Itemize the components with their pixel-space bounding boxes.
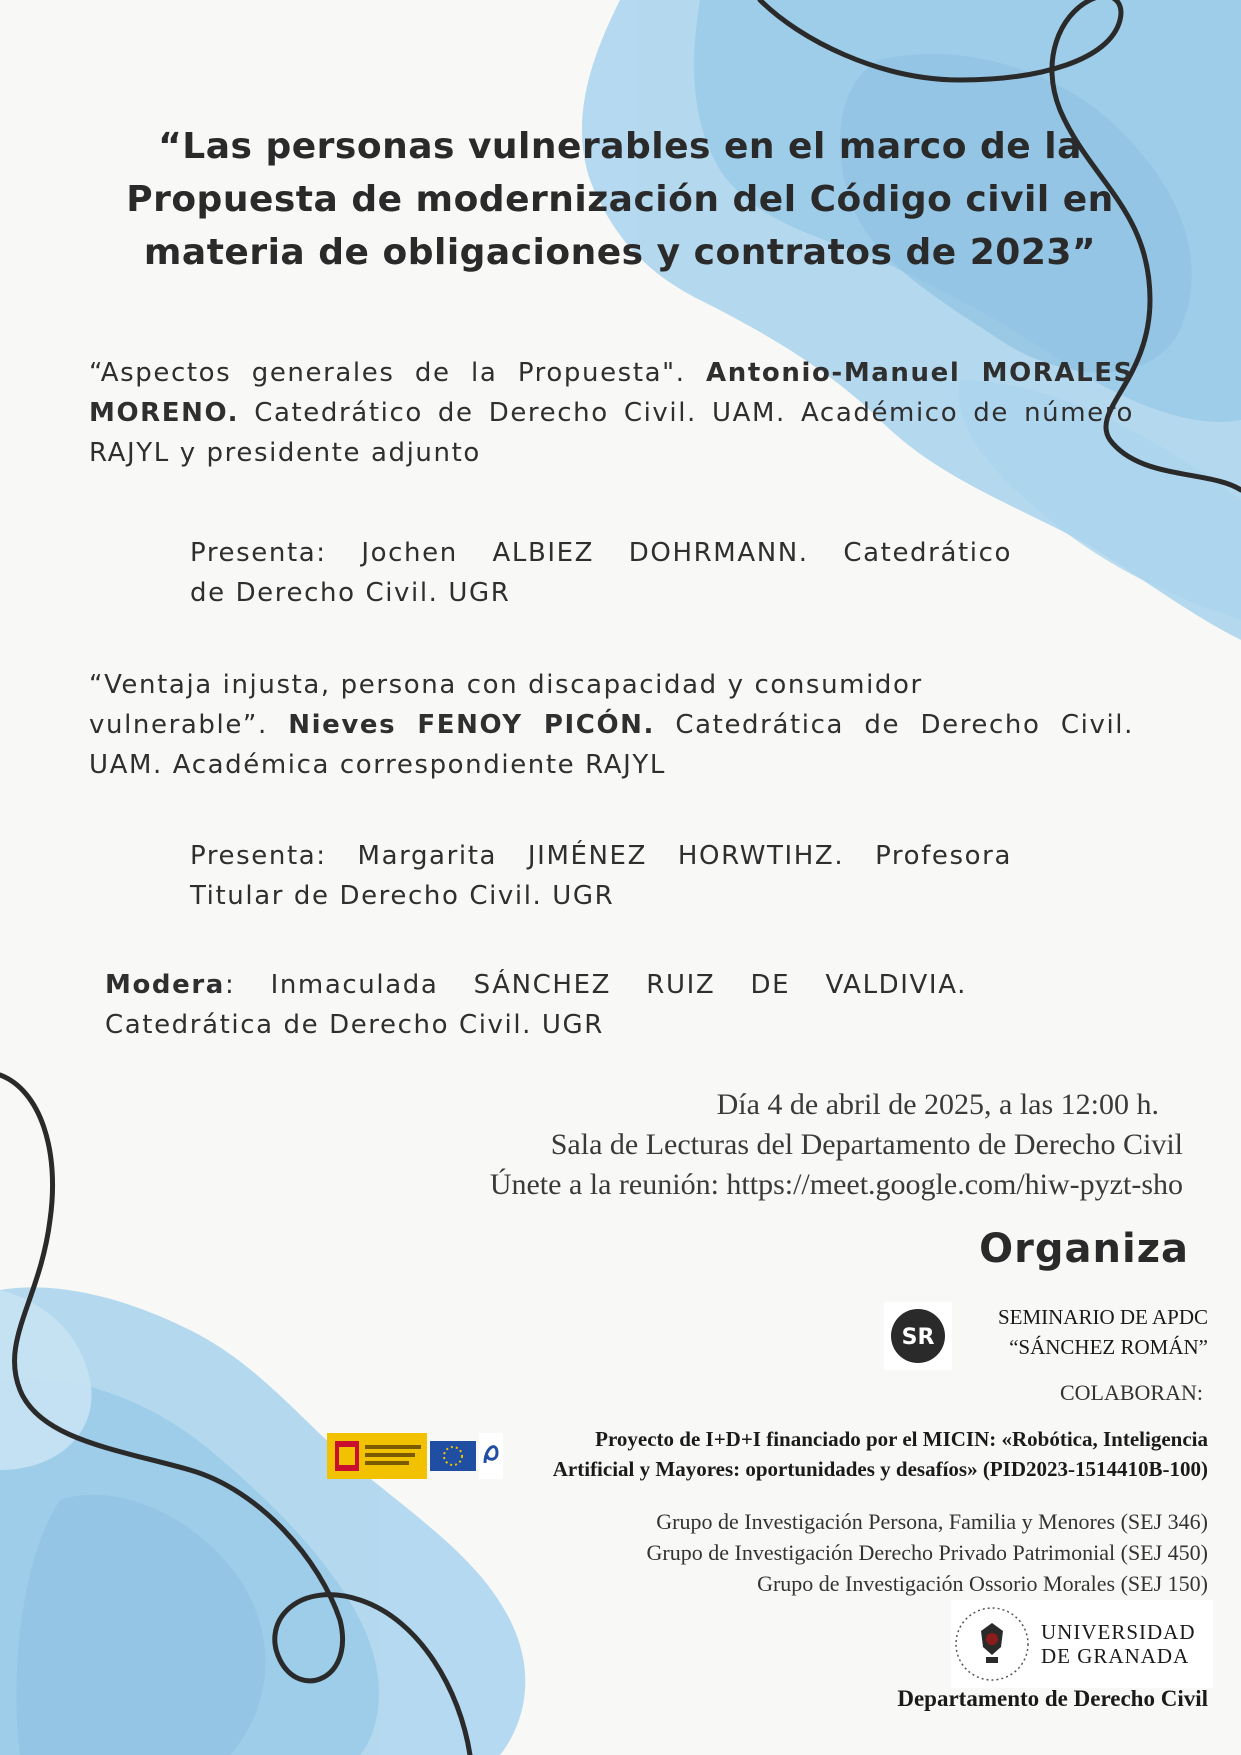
- presenter-2: [190, 836, 1012, 916]
- talk-2: [89, 665, 1134, 785]
- talk-1: [89, 353, 1134, 473]
- project-line-1: Proyecto de I+D+I financiado por el MICIN: «Robótica, Inteligencia: [595, 1427, 1208, 1451]
- talk-1-title: “Aspectos generales de la Propuesta".: [89, 358, 686, 388]
- talk-1-affiliation: Catedrático de Derecho Civil. UAM. Académico de número RAJYL y presidente adjunto: [89, 398, 1134, 468]
- presenter-1-line-2: de Derecho Civil. UGR: [190, 578, 511, 608]
- talk-2-title-line-1: “Ventaja injusta, persona con discapacidad y consumidor: [89, 670, 923, 700]
- event-title-line-3: materia de obligaciones y contratos de 2023”: [143, 232, 1097, 273]
- seminar-logo-text: SR: [901, 1325, 935, 1350]
- presenter-1: [190, 533, 1012, 613]
- eu-flag-icon: [430, 1433, 476, 1479]
- organiza-heading: Organiza: [979, 1226, 1189, 1272]
- seminar-logo-icon: [887, 1305, 949, 1367]
- university-name: [1041, 1620, 1196, 1668]
- talk-2-affiliation-line-2: Catedrática de Derecho Civil.: [675, 710, 1134, 740]
- seminar-name: [958, 1302, 1208, 1362]
- talk-2-speaker: Nieves FENOY PICÓN.: [288, 710, 655, 740]
- event-meeting-link[interactable]: Únete a la reunión: https://meet.google.com/hiw-pyzt-sho: [489, 1168, 1183, 1201]
- ministry-logo-icon: [327, 1433, 427, 1479]
- talk-2-affiliation-line-3: UAM. Académica correspondiente RAJYL: [89, 750, 666, 780]
- event-title-line-1: “Las personas vulnerables en el marco de la: [158, 126, 1082, 167]
- university-logo: [951, 1600, 1213, 1688]
- event-info: [490, 1085, 1183, 1205]
- talk-2-title-line-2: vulnerable”.: [89, 710, 268, 740]
- project-info: [508, 1424, 1208, 1484]
- project-line-2: Artificial y Mayores: oportunidades y desafíos» (PID2023-1514410B-100): [552, 1457, 1208, 1481]
- seminar-logo: [884, 1302, 952, 1370]
- event-title: [70, 120, 1170, 279]
- moderator-line-2: Catedrática de Derecho Civil. UGR: [105, 1010, 604, 1040]
- research-groups: [647, 1506, 1208, 1599]
- university-line-1: UNIVERSIDAD: [1041, 1620, 1196, 1644]
- funding-logos: [327, 1432, 503, 1480]
- moderator: [105, 965, 967, 1045]
- research-group: Grupo de Investigación Persona, Familia y Menores (SEJ 346): [656, 1509, 1208, 1534]
- moderator-name: : Inmaculada SÁNCHEZ RUIZ DE VALDIVIA.: [224, 970, 967, 1000]
- talk-1-speaker: Antonio-Manuel MORALES MORENO.: [89, 358, 1134, 428]
- colaboran-heading: COLABORAN:: [1059, 1380, 1203, 1405]
- university-line-2: DE GRANADA: [1041, 1644, 1190, 1668]
- research-group: Grupo de Investigación Derecho Privado Patrimonial (SEJ 450): [646, 1540, 1208, 1565]
- moderator-label: Modera: [105, 970, 225, 1000]
- seminar-line-1: SEMINARIO DE APDC: [997, 1305, 1208, 1329]
- research-group: Grupo de Investigación Ossorio Morales (SEJ 150): [757, 1571, 1208, 1596]
- talk-2-line-2: [89, 705, 1134, 745]
- presenter-1-line-1: Presenta: Jochen ALBIEZ DOHRMANN. Catedrático: [190, 538, 1012, 568]
- presenter-2-line-2: Titular de Derecho Civil. UGR: [190, 881, 615, 911]
- seminar-line-2: “SÁNCHEZ ROMÁN”: [1009, 1335, 1208, 1359]
- event-venue: Sala de Lecturas del Departamento de Derecho Civil: [550, 1128, 1183, 1161]
- university-seal-icon: [951, 1603, 1033, 1685]
- moderator-line-1: [105, 965, 967, 1005]
- event-date: Día 4 de abril de 2025, a las 12:00 h.: [716, 1088, 1159, 1121]
- presenter-2-line-1: Presenta: Margarita JIMÉNEZ HORWTIHZ. Profesora: [190, 841, 1012, 871]
- department-name: Departamento de Derecho Civil: [897, 1686, 1208, 1711]
- event-title-line-2: Propuesta de modernización del Código civil en: [126, 179, 1114, 220]
- research-agency-logo-icon: [479, 1433, 503, 1479]
